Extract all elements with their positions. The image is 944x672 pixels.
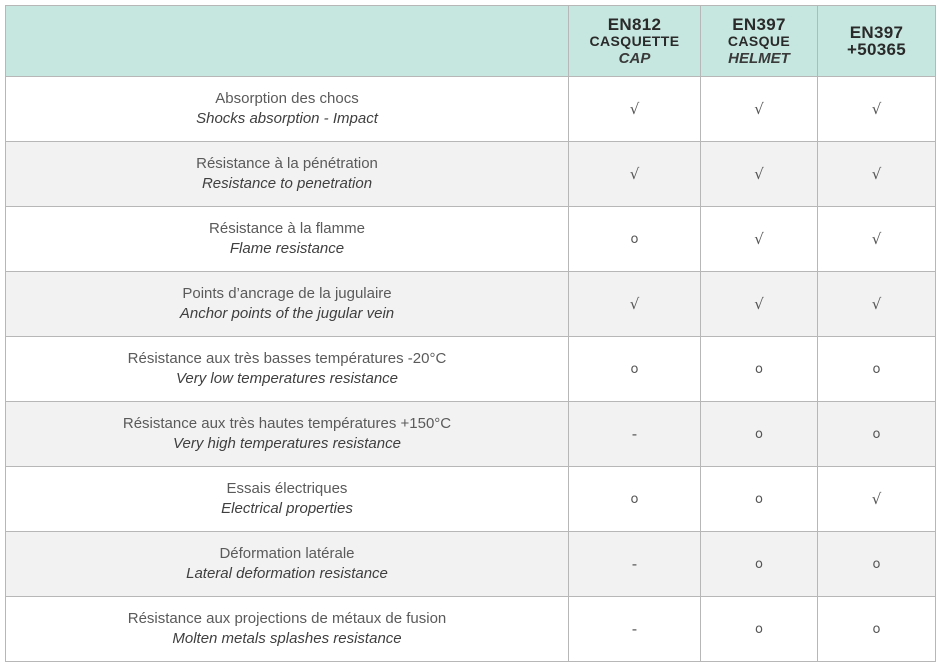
header-en812-code: EN812 [607, 14, 662, 34]
property-label-en: Very low temperatures resistance [175, 370, 399, 387]
check-mark-icon: √ [871, 164, 882, 183]
mark-cell-en397 [701, 142, 818, 207]
mark-cell-en397 [701, 532, 818, 597]
property-label-cell [6, 272, 569, 337]
check-mark-icon: √ [871, 489, 882, 508]
table-row [6, 597, 936, 662]
mark-cell-en397-50365 [818, 77, 936, 142]
circle-mark-icon: o [630, 492, 639, 507]
circle-mark-icon: o [755, 557, 763, 572]
circle-mark-icon: o [755, 492, 763, 507]
mark-cell-en397-50365 [818, 467, 936, 532]
table-row [6, 142, 936, 207]
property-label-cell [6, 597, 569, 662]
check-mark-icon: √ [629, 99, 640, 118]
mark-cell-en397-50365 [818, 532, 936, 597]
circle-mark-icon: o [872, 557, 881, 572]
header-en397-fr: CASQUE [727, 32, 791, 49]
mark-cell-en812 [569, 337, 701, 402]
property-label-en: Resistance to penetration [201, 175, 373, 192]
mark-cell-en397 [701, 597, 818, 662]
mark-cell-en397-50365 [818, 207, 936, 272]
property-label-fr: Résistance aux très basses températures -20°C [127, 350, 447, 367]
mark-cell-en397-50365 [818, 597, 936, 662]
dash-mark-icon: - [631, 424, 638, 443]
circle-mark-icon: o [872, 622, 881, 637]
mark-cell-en812 [569, 597, 701, 662]
table-body [6, 77, 936, 662]
property-label-fr: Absorption des chocs [215, 90, 359, 107]
property-label-en: Very high temperatures resistance [173, 435, 401, 452]
circle-mark-icon: o [630, 232, 639, 247]
circle-mark-icon: o [630, 362, 639, 377]
property-label-fr: Résistance à la pénétration [196, 155, 378, 172]
helmet-standards-comparison-table [5, 5, 936, 662]
property-label-cell [6, 142, 569, 207]
mark-cell-en812 [569, 272, 701, 337]
table-row [6, 467, 936, 532]
circle-mark-icon: o [755, 622, 763, 637]
mark-cell-en397-50365 [818, 142, 936, 207]
check-mark-icon: √ [754, 229, 764, 248]
check-mark-icon: √ [871, 294, 882, 313]
check-mark-icon: √ [629, 294, 640, 313]
header-en812 [569, 6, 701, 77]
property-label-en: Electrical properties [221, 500, 353, 517]
mark-cell-en397 [701, 207, 818, 272]
header-en397-code: EN397 [732, 14, 786, 34]
mark-cell-en812 [569, 207, 701, 272]
table-row [6, 272, 936, 337]
header-en812-en: CAP [618, 49, 651, 67]
table-header-row [6, 6, 936, 77]
property-label-cell [6, 467, 569, 532]
header-en812-fr: CASQUETTE [589, 32, 680, 49]
circle-mark-icon: o [755, 427, 763, 442]
mark-cell-en812 [569, 142, 701, 207]
circle-mark-icon: o [872, 427, 881, 442]
mark-cell-en397 [701, 402, 818, 467]
check-mark-icon: √ [871, 229, 882, 248]
property-label-cell [6, 402, 569, 467]
check-mark-icon: √ [754, 164, 764, 183]
header-empty-cell [6, 6, 569, 77]
property-label-fr: Déformation latérale [219, 545, 355, 562]
mark-cell-en812 [569, 467, 701, 532]
header-en397-50365 [818, 6, 936, 77]
table-row [6, 77, 936, 142]
property-label-en: Flame resistance [229, 240, 345, 257]
mark-cell-en812 [569, 532, 701, 597]
property-label-cell [6, 337, 569, 402]
property-label-fr: Résistance aux très hautes températures +150°C [122, 415, 452, 432]
circle-mark-icon: o [872, 362, 881, 377]
table-row [6, 402, 936, 467]
table-row [6, 207, 936, 272]
check-mark-icon: √ [871, 99, 882, 118]
mark-cell-en397-50365 [818, 272, 936, 337]
mark-cell-en397 [701, 467, 818, 532]
mark-cell-en812 [569, 77, 701, 142]
mark-cell-en397-50365 [818, 402, 936, 467]
header-en397-50365-code: EN397 [849, 23, 904, 42]
property-label-fr: Essais électriques [226, 480, 348, 497]
dash-mark-icon: - [631, 554, 638, 573]
property-label-cell [6, 77, 569, 142]
header-en397-50365-code2: +50365 [846, 40, 906, 59]
mark-cell-en397-50365 [818, 337, 936, 402]
property-label-fr: Résistance aux projections de métaux de fusion [127, 610, 447, 627]
dash-mark-icon: - [631, 619, 638, 638]
mark-cell-en397 [701, 77, 818, 142]
check-mark-icon: √ [754, 99, 764, 118]
property-label-en: Shocks absorption - Impact [196, 110, 378, 127]
header-en397-en: HELMET [728, 49, 790, 67]
table-row [6, 532, 936, 597]
mark-cell-en397 [701, 272, 818, 337]
header-en397 [701, 6, 818, 77]
property-label-cell [6, 207, 569, 272]
property-label-en: Anchor points of the jugular vein [179, 305, 395, 322]
circle-mark-icon: o [755, 362, 763, 377]
mark-cell-en397 [701, 337, 818, 402]
property-label-fr: Points d’ancrage de la jugulaire [182, 285, 392, 302]
check-mark-icon: √ [629, 164, 640, 183]
mark-cell-en812 [569, 402, 701, 467]
table-row [6, 337, 936, 402]
property-label-en: Lateral deformation resistance [186, 565, 388, 582]
property-label-fr: Résistance à la flamme [209, 220, 365, 237]
property-label-en: Molten metals splashes resistance [172, 630, 402, 647]
property-label-cell [6, 532, 569, 597]
check-mark-icon: √ [754, 294, 764, 313]
comparison-table-wrapper [5, 5, 936, 662]
